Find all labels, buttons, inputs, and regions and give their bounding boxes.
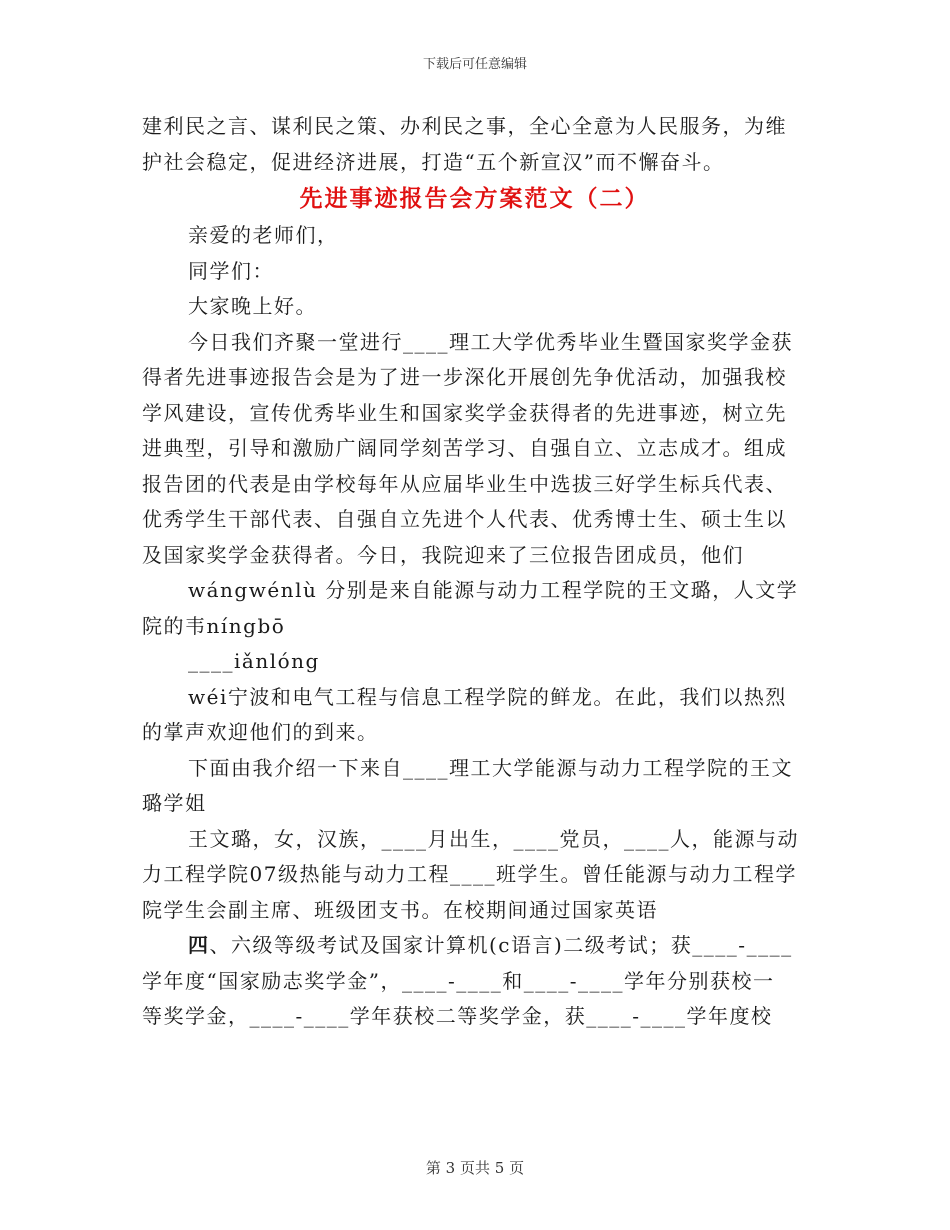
paragraph-line: 王文璐，女，汉族，____月出生，____党员，____人，能源与动 <box>188 826 799 851</box>
paragraph-line: 进典型，引导和激励广阔同学刻苦学习、自强自立、立志成才。组成 <box>142 436 787 460</box>
paragraph-line: 大家晚上好。 <box>188 294 317 318</box>
paragraph-line: 同学们： <box>188 258 274 283</box>
paragraph-line: 报告团的代表是由学校每年从应届毕业生中选拔三好学生标兵代表、 <box>142 471 787 496</box>
paragraph-line: 建利民之言、谋利民之策、办利民之事，全心全意为人民服务，为维 <box>142 114 787 138</box>
paragraph-line-bold-start <box>142 928 807 964</box>
page-header: 下载后可任意编辑 <box>422 57 527 72</box>
paragraph-line: 院学生会副主席、班级团支书。在校期间通过国家英语 <box>142 897 658 922</box>
paragraph-line: 等奖学金，____-____学年获校二等奖学金，获____-____学年度校 <box>142 1004 773 1028</box>
paragraph-line: 的掌声欢迎他们的到来。 <box>142 720 379 744</box>
paragraph-line: ____iǎnlóng <box>188 649 320 673</box>
paragraph-line: 下面由我介绍一下来自____理工大学能源与动力工程学院的王文 <box>188 755 793 780</box>
paragraph-line: 院的韦níngbō <box>142 613 286 638</box>
paragraph-line: 今日我们齐聚一堂进行____理工大学优秀毕业生暨国家奖学金获 <box>188 329 793 354</box>
paragraph-line: 及国家奖学金获得者。今日，我院迎来了三位报告团成员，他们 <box>142 542 744 567</box>
paragraph-line: 璐学姐 <box>142 791 207 815</box>
bold-prefix: 四 <box>188 933 210 957</box>
paragraph-line: 学风建设，宣传优秀毕业生和国家奖学金获得者的先进事迹，树立先 <box>142 400 787 425</box>
paragraph-line: wángwénlù 分别是来自能源与动力工程学院的王文璐，人文学 <box>188 578 799 602</box>
paragraph-line: 学年度“国家励志奖学金”，____-____和____-____学年分别获校一 <box>142 968 775 993</box>
paragraph-lines <box>142 218 807 928</box>
paragraph-line: 得者先进事迹报告会是为了进一步深化开展创先争优活动，加强我校 <box>142 365 787 389</box>
document-body <box>142 109 807 1035</box>
paragraph-line: 优秀学生干部代表、自强自立先进个人代表、优秀博士生、硕士生以 <box>142 507 787 531</box>
paragraph-line-rest: 、六级等级考试及国家计算机(c语言)二级考试；获____-____ <box>209 933 793 957</box>
paragraph-line: wéi宁波和电气工程与信息工程学院的鲜龙。在此，我们以热烈 <box>188 684 787 709</box>
page-footer: 第 3 页共 5 页 <box>425 1159 525 1177</box>
paragraph-line: 力工程学院07级热能与动力工程____班学生。曾任能源与动力工程学 <box>142 862 797 886</box>
paragraph-line: 护社会稳定，促进经济进展，打造“五个新宣汉”而不懈奋斗。 <box>142 149 725 174</box>
paragraph-line: 亲爱的老师们， <box>188 223 339 247</box>
section-title: 先进事迹报告会方案范文（二） <box>299 185 650 212</box>
